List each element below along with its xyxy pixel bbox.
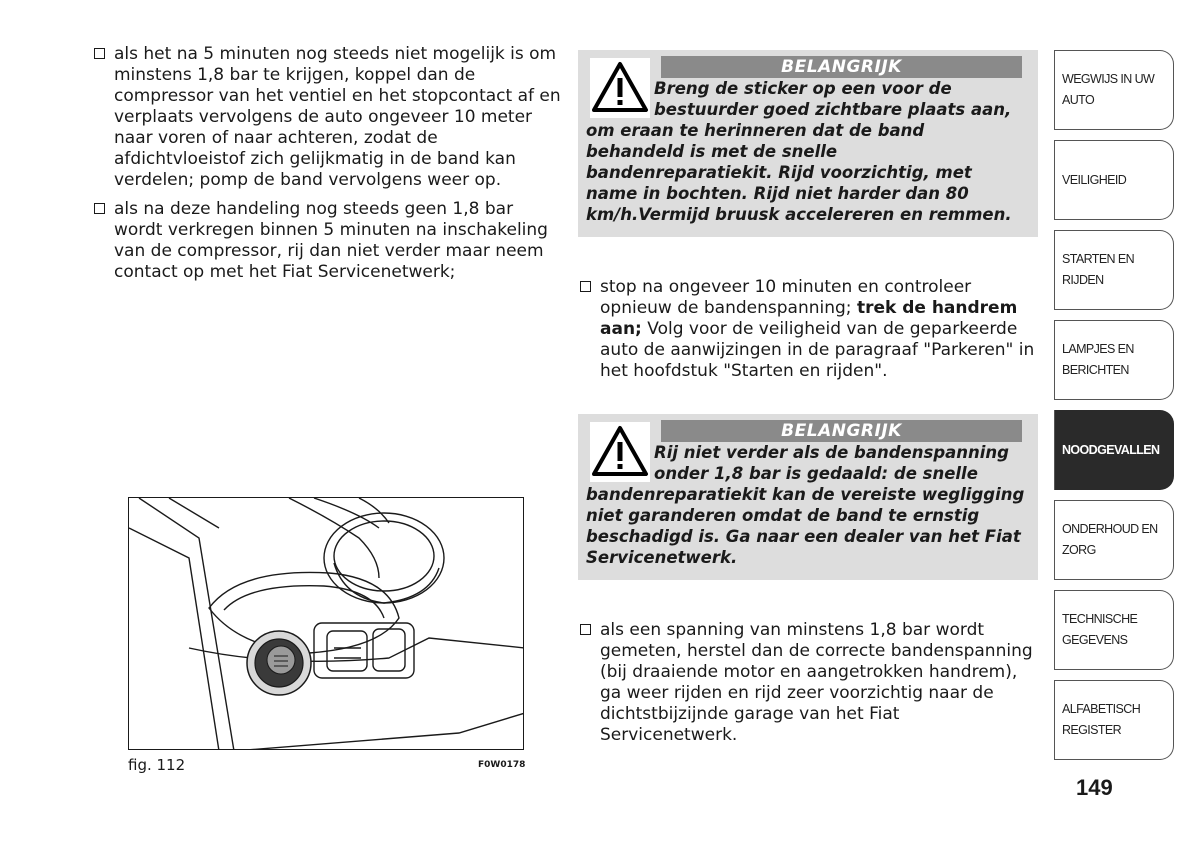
tab-label-line2: REGISTER (1062, 723, 1122, 737)
figure-image (128, 497, 524, 750)
warning-header (586, 56, 1028, 132)
list-item-text-bold: trek de handrem aan; (600, 298, 1018, 339)
tab-wegwijs-in-uw-auto[interactable] (1054, 50, 1174, 130)
checkbox-bullet-icon (580, 281, 591, 292)
tab-starten-en-rijden[interactable] (1054, 230, 1174, 310)
tab-veiligheid[interactable] (1054, 140, 1174, 220)
tab-noodgevallen[interactable] (1054, 410, 1174, 490)
page-number: 149 (1076, 775, 1113, 800)
checkbox-bullet-icon (580, 624, 591, 635)
left-column (92, 44, 562, 291)
tab-label-line1: NOODGEVALLEN (1062, 442, 1160, 457)
list-item-text: als na deze handeling nog steeds geen 1,8 bar wordt verkregen binnen 5 minuten na inschakeling van de compressor, rij dan niet verder maar neem contact op met het Fiat Servicenetwerk; (114, 199, 548, 282)
tab-label-line1: WEGWIJS IN UW (1062, 72, 1155, 86)
warning-lead: Rij niet verder als de bandenspanning onder 1,8 bar is gedaald: de snelle (654, 443, 1009, 483)
list-item (578, 620, 1038, 746)
tab-label-line2: GEGEVENS (1062, 633, 1128, 647)
warning-lead: Breng de sticker op een voor de bestuurder goed zichtbare plaats aan, (654, 79, 1012, 119)
warning-box (578, 414, 1038, 580)
tab-alfabetisch-register[interactable] (1054, 680, 1174, 760)
warning-triangle-icon (590, 422, 650, 482)
middle-column (578, 50, 1038, 754)
warning-body: bandenreparatiekit kan de vereiste wegligging niet garanderen omdat de band te ernstig beschadigd is. Ga naar een dealer van het Fiat Servicenetwerk. (586, 485, 1025, 567)
tab-lampjes-en-berichten[interactable] (1054, 320, 1174, 400)
tab-onderhoud-en-zorg[interactable] (1054, 500, 1174, 580)
checkbox-bullet-icon (94, 203, 105, 214)
warning-body: om eraan te herinneren dat de band behandeld is met de snelle bandenreparatiekit. Rijd voorzichtig, met name in bochten. Rijd niet harder dan 80 km/h.Vermijd bruusk accelereren en remmen. (586, 121, 1012, 224)
tab-technische-gegevens[interactable] (1054, 590, 1174, 670)
checkbox-bullet-icon (94, 48, 105, 59)
tab-label-line1: VEILIGHEID (1062, 172, 1127, 187)
list-item (92, 199, 562, 283)
warning-triangle-icon (590, 58, 650, 118)
console-socket-illustration (129, 498, 524, 750)
tab-label-line1: TECHNISCHE (1062, 612, 1138, 626)
figure-code: F0W0178 (478, 760, 526, 770)
tab-label-line2: ZORG (1062, 543, 1096, 557)
list-item (92, 44, 562, 191)
tab-label-line1: ONDERHOUD EN (1062, 522, 1158, 536)
list-item-text-pre: stop na ongeveer 10 minuten en controleer opnieuw de bandenspanning; (600, 277, 972, 318)
tab-label-line2: BERICHTEN (1062, 363, 1129, 377)
list-item-text: als een spanning van minstens 1,8 bar wordt gemeten, herstel dan de correcte bandenspanning (bij draaiende motor en aangetrokken handrem), ga weer rijden en rijd zeer voorzichtig naar de dichtstbijzijnde garage van het Fiat Servicenetwerk. (600, 620, 1033, 745)
figure-caption: fig. 112 (128, 756, 186, 774)
tab-label-line1: STARTEN EN RIJDEN (1062, 252, 1135, 287)
warning-header (586, 420, 1028, 496)
list-item (578, 277, 1038, 382)
list-item-text: als het na 5 minuten nog steeds niet mogelijk is om minstens 1,8 bar te krijgen, koppel dan de compressor van het ventiel en het stopcontact af en verplaats vervolgens de auto ongeveer 10 meter naar voren of naar achteren, zodat de afdichtvloeistof zich gelijkmatig in de band kan verdelen; pomp de band vervolgens weer op. (114, 44, 561, 190)
tab-label-line1: ALFABETISCH (1062, 702, 1141, 716)
list-item-text-post: Volg voor de veiligheid van de geparkeerde auto de aanwijzingen in de paragraaf "Parkeren" in het hoofdstuk "Starten en rijden". (600, 319, 1035, 381)
warning-box (578, 50, 1038, 237)
tab-label-line1: LAMPJES EN (1062, 342, 1134, 356)
warning-heading: BELANGRIJK (661, 56, 1022, 78)
tab-label-line2: AUTO (1062, 93, 1095, 107)
warning-heading: BELANGRIJK (661, 420, 1022, 442)
chapter-tabs (1054, 50, 1174, 770)
